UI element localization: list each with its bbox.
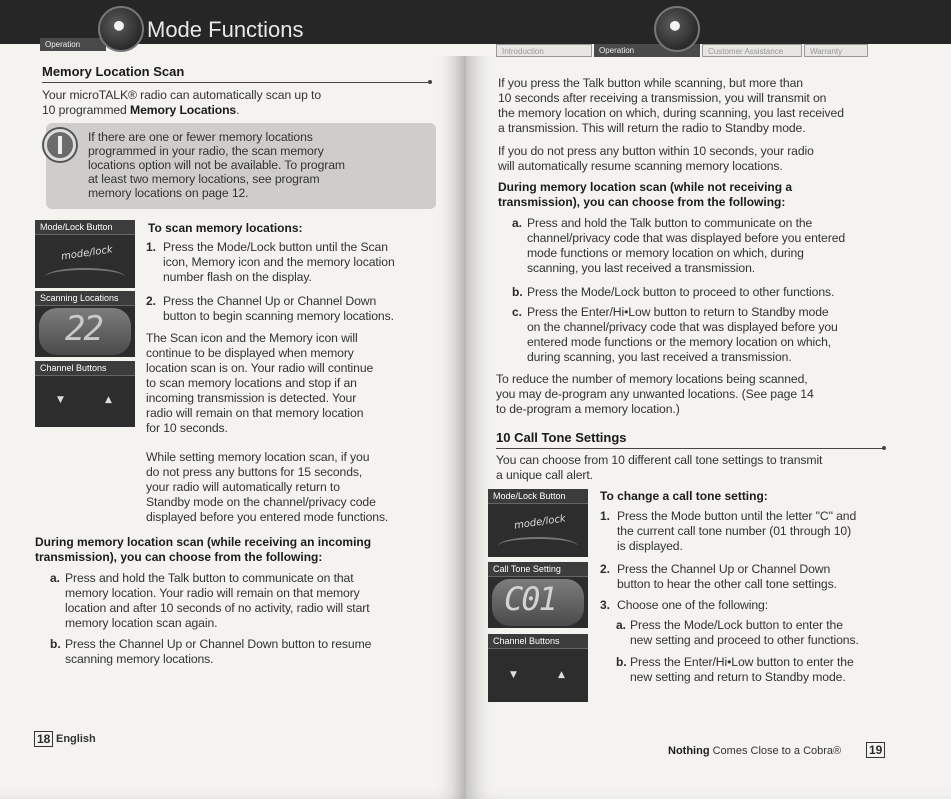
step-2-text: Press the Channel Up or Channel Down button to begin scanning memory locations.: [163, 294, 394, 323]
tab-operation-right[interactable]: Operation: [594, 44, 700, 57]
page-number-19: 19: [866, 742, 885, 758]
call-tone-setting-image: Call Tone Setting C01: [488, 562, 588, 628]
ct-option-a-letter: a.: [616, 618, 627, 632]
footer-tagline: Nothing Comes Close to a Cobra®: [668, 745, 842, 757]
tab-introduction[interactable]: Introduction: [496, 44, 592, 57]
ct-option-b-text: Press the Enter/Hi•Low button to enter the new setting and return to Standby mode.: [630, 655, 854, 684]
mode-lock-button-image-right: Mode/Lock Button mode/lock: [488, 489, 588, 557]
talk-paragraph: If you press the Talk button while scanning, but more than 10 seconds after receiving a transmission, you will transmit on the memory location on which, during scanning, you last received a transmission. This will return the radio to Standby mode.: [498, 76, 844, 135]
channel-down-icon-right: ▼: [510, 670, 517, 680]
rule-dot: [428, 80, 432, 84]
call-tone-intro: You can choose from 10 different call tone settings to transmit a unique call alert.: [496, 453, 823, 482]
ct-step-3-num: 3.: [600, 598, 611, 612]
footer-english: English: [56, 733, 96, 745]
intro-line-1: Your microTALK® radio can automatically scan up to: [42, 88, 322, 102]
channel-buttons-image-right: Channel Buttons ▼ ▲: [488, 634, 588, 702]
rule-dot-right: [882, 446, 886, 450]
call-tone-heading: To change a call tone setting:: [600, 489, 768, 503]
channel-down-icon: ▼: [57, 395, 64, 405]
ct-step-3-text: Choose one of the following:: [617, 598, 769, 612]
page-title: Mode Functions: [147, 17, 304, 42]
option-b-text: Press the Channel Up or Channel Down button to resume scanning memory locations.: [65, 637, 372, 666]
ct-step-1-num: 1.: [600, 509, 611, 523]
step-1-num: 1.: [146, 240, 157, 254]
note-text: If there are one or fewer memory locations programmed in your radio, the scan memory locations option will not be available. To program at least two memory locations, see program memory locations on page 12.: [88, 130, 345, 200]
tab-operation[interactable]: Operation: [40, 38, 106, 51]
ct-option-b-letter: b.: [616, 655, 627, 669]
mode-lock-button-image: Mode/Lock Button mode/lock: [35, 220, 135, 288]
right-option-c-letter: c.: [512, 305, 523, 319]
during-receiving-heading: During memory location scan (while receiving an incoming transmission), you can choose from the following:: [35, 535, 372, 564]
during-not-receiving-heading: During memory location scan (while not receiving a transmission), you can choose from the following:: [498, 180, 793, 209]
ct-step-2-num: 2.: [600, 562, 611, 576]
right-option-c-text: Press the Enter/Hi•Low button to return to Standby mode on the channel/privacy code that was displayed before you entered mode functions or the memory location on which, during scanning, you last received a transmission.: [527, 305, 838, 364]
section-rule: [42, 82, 430, 83]
right-option-b-letter: b.: [512, 285, 523, 299]
option-a-letter: a.: [50, 571, 61, 585]
channel-up-icon-right: ▲: [558, 670, 565, 680]
to-scan-heading: To scan memory locations:: [148, 221, 303, 235]
scanning-locations-image: Scanning Locations 22: [35, 291, 135, 357]
ct-step-1-text: Press the Mode button until the letter "C" and the current call tone number (01 through 10) is displayed.: [617, 509, 857, 553]
step-2-num: 2.: [146, 294, 157, 308]
option-b-letter: b.: [50, 637, 61, 651]
right-option-a-text: Press and hold the Talk button to communicate on the channel/privacy code that was displayed before you entered mode functions or memory location on which, during scanning, you last received a transmission.: [527, 216, 846, 275]
left-page: [0, 0, 466, 799]
ct-option-a-text: Press the Mode/Lock button to enter the new setting and proceed to other functions.: [630, 618, 859, 647]
step-1-text: Press the Mode/Lock button until the Scan icon, Memory icon and the memory location number flash on the display.: [163, 240, 395, 284]
ct-step-2-text: Press the Channel Up or Channel Down button to hear the other call tone settings.: [617, 562, 837, 591]
timeout-paragraph: While setting memory location scan, if you do not press any buttons for 15 seconds, your radio will automatically return to Standby mode on the channel/privacy code displayed before you entered mode functions.: [146, 450, 389, 524]
section-rule-right: [496, 448, 884, 449]
option-a-text: Press and hold the Talk button to communicate on that memory location. Your radio will remain on that memory location and after 10 seconds of no activity, radio will start memory location scan again.: [65, 571, 370, 630]
tab-customer-assistance[interactable]: Customer Assistance: [702, 44, 802, 57]
intro-line-2: 10 programmed Memory Locations.: [42, 103, 240, 117]
right-option-a-letter: a.: [512, 216, 523, 230]
logo-glyph-icon-right: •: [666, 10, 684, 43]
logo-glyph-icon: •: [110, 10, 128, 43]
right-page: [466, 0, 951, 799]
channel-buttons-image: Channel Buttons ▼ ▲: [35, 361, 135, 427]
tab-warranty[interactable]: Warranty: [804, 44, 868, 57]
page-number-18: 18: [34, 731, 53, 747]
reduce-paragraph: To reduce the number of memory locations being scanned, you may de-program any unwanted locations. (See page 14 to de-program a memory location.): [496, 372, 814, 416]
section-title-call-tone: 10 Call Tone Settings: [496, 430, 627, 445]
info-icon: [44, 129, 76, 161]
scan-icon-paragraph: The Scan icon and the Memory icon will continue to be displayed when memory location scan is on. Your radio will continue to scan memory locations and stop if an incoming transmission is detected. Your radio will remain on that memory location for 10 seconds.: [146, 331, 374, 435]
channel-up-icon: ▲: [105, 395, 112, 405]
resume-paragraph: If you do not press any button within 10 seconds, your radio will automatically resume scanning memory locations.: [498, 144, 814, 173]
right-option-b-text: Press the Mode/Lock button to proceed to other functions.: [527, 285, 835, 299]
section-title-memory-scan: Memory Location Scan: [42, 64, 185, 79]
